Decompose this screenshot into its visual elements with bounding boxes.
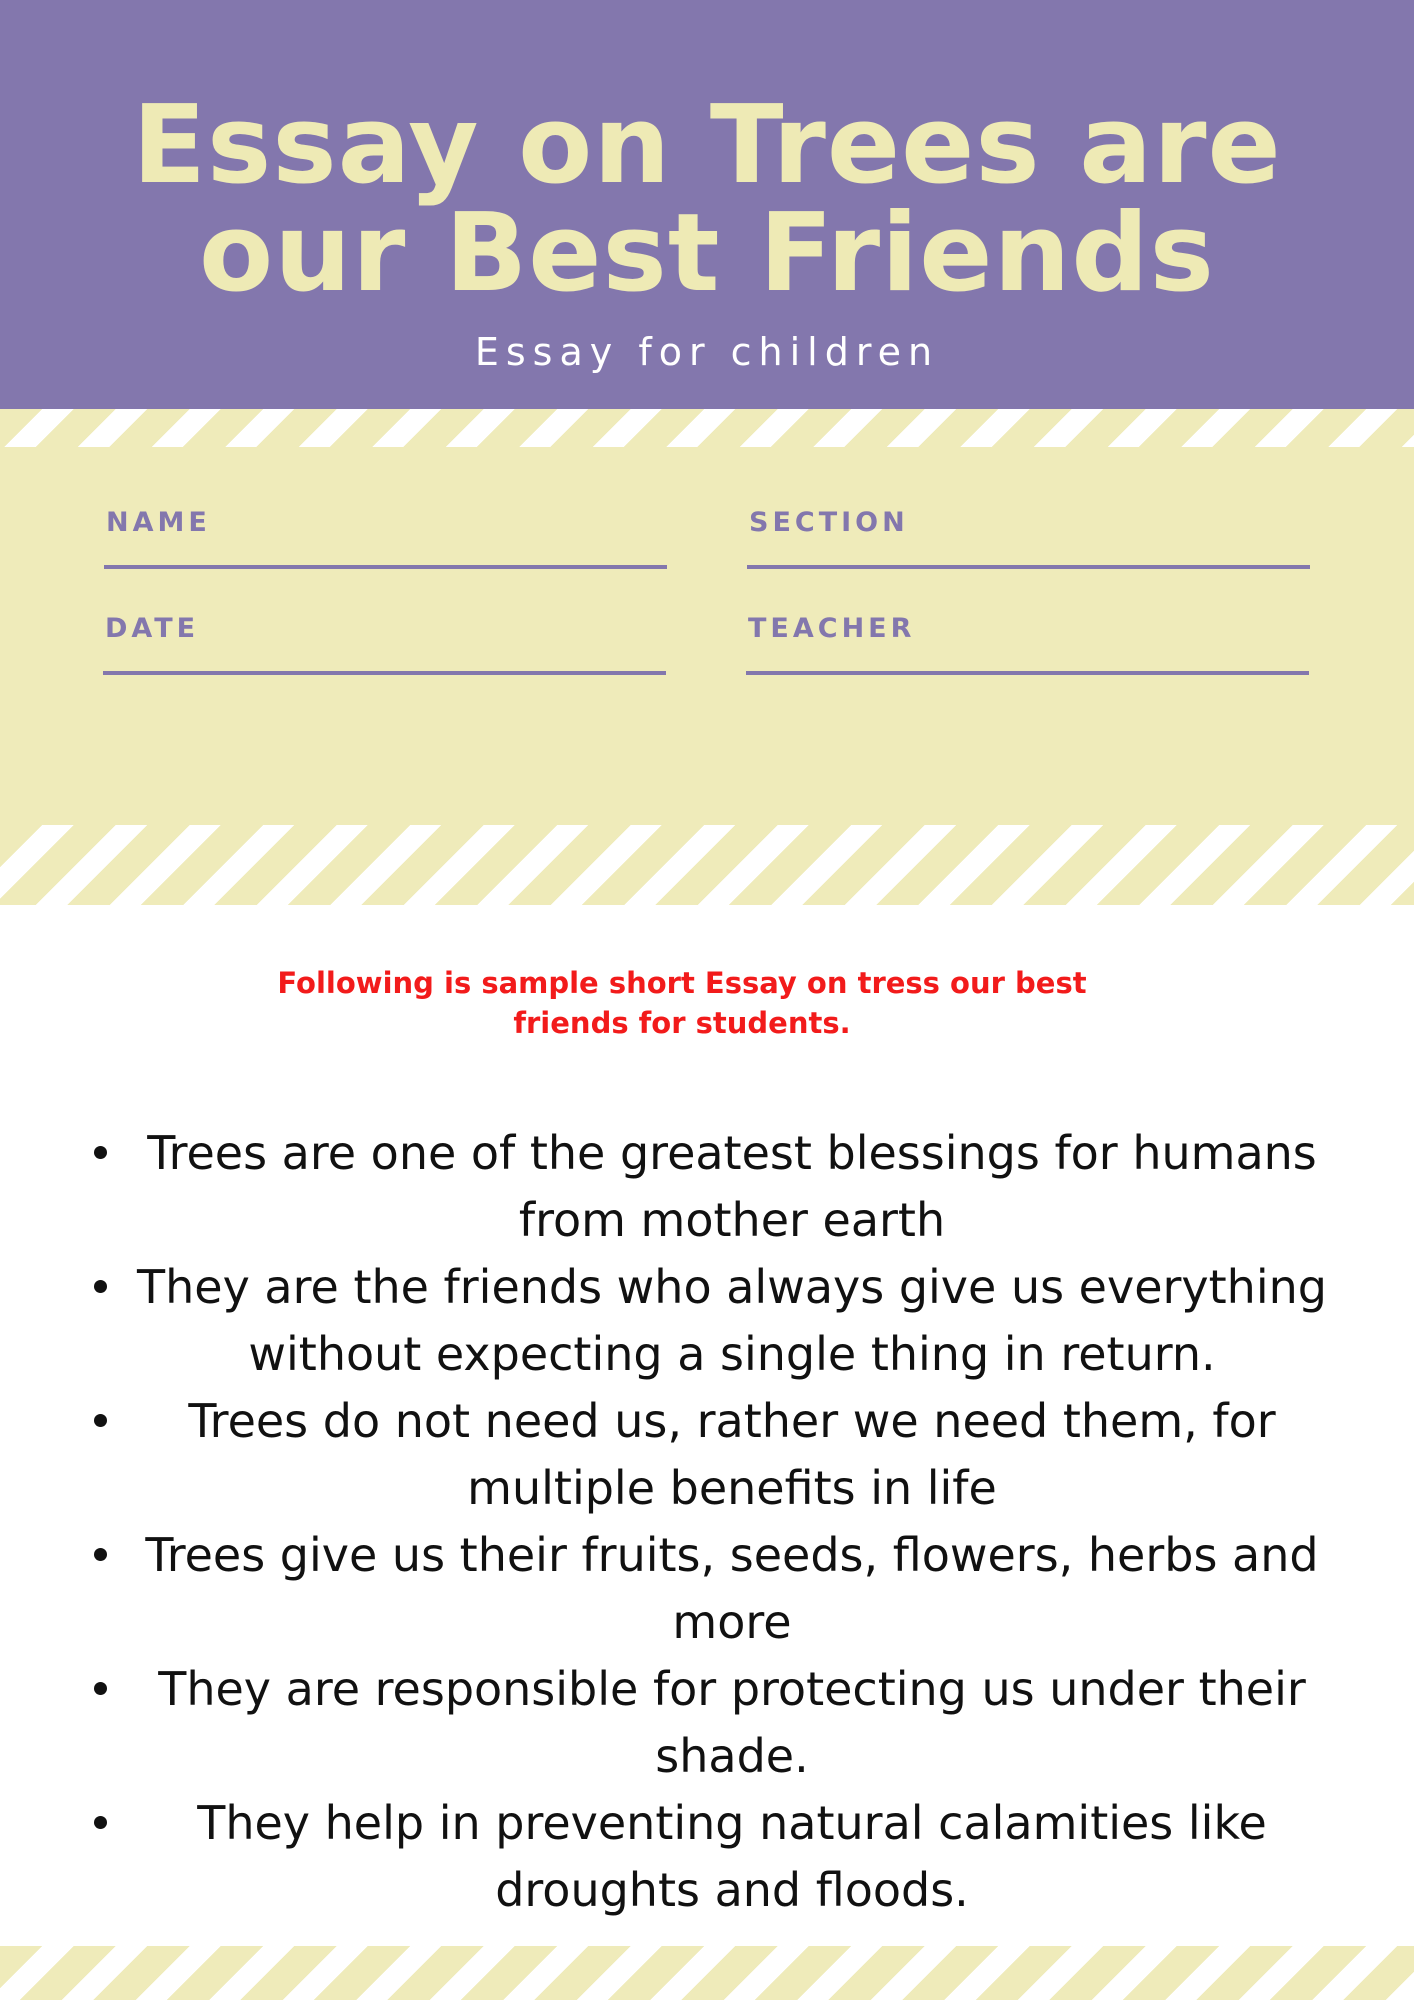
title-line-2: our Best Friends	[199, 191, 1215, 316]
bullet-dot-icon	[94, 1414, 107, 1427]
list-item	[80, 1254, 1330, 1388]
teacher-field[interactable]	[746, 613, 1309, 675]
intro-line-1: Following is sample short Essay on tress our best	[277, 966, 1087, 1000]
bullet-dot-icon	[94, 1682, 107, 1695]
date-field[interactable]	[103, 613, 666, 675]
list-item	[80, 1790, 1330, 1924]
point-text: Trees do not need us, rather we need them, for multiple benefits in life	[188, 1394, 1276, 1515]
name-field[interactable]	[104, 507, 667, 569]
name-label: NAME	[106, 507, 211, 538]
stripe-band-bottom	[0, 1946, 1414, 2000]
list-item	[80, 1656, 1330, 1790]
subtitle: Essay for children	[474, 330, 940, 374]
section-field[interactable]	[747, 507, 1310, 569]
page-title	[0, 83, 1414, 316]
list-item	[80, 1120, 1330, 1254]
stripe-band-top	[0, 409, 1414, 447]
bullet-dot-icon	[94, 1146, 107, 1159]
intro-text	[232, 963, 1132, 1043]
list-item	[80, 1388, 1330, 1522]
point-text: Trees give us their fruits, seeds, flowers, herbs and more	[145, 1528, 1319, 1649]
point-text: They are responsible for protecting us under their shade.	[158, 1662, 1306, 1783]
title-line-1: Essay on Trees are	[132, 83, 1282, 208]
point-text: They are the friends who always give us everything without expecting a single thing in return.	[137, 1260, 1327, 1381]
bullet-dot-icon	[94, 1548, 107, 1561]
header-banner	[0, 0, 1414, 409]
teacher-label: TEACHER	[748, 613, 916, 644]
bullet-dot-icon	[94, 1280, 107, 1293]
point-text: Trees are one of the greatest blessings for humans from mother earth	[147, 1126, 1317, 1247]
stripe-band-middle	[0, 825, 1414, 905]
list-item	[80, 1522, 1330, 1656]
point-text: They help in preventing natural calamities like droughts and floods.	[197, 1796, 1267, 1917]
bullet-dot-icon	[94, 1816, 107, 1829]
intro-line-2: friends for students.	[513, 1006, 851, 1040]
section-label: SECTION	[749, 507, 909, 538]
essay-points-list	[80, 1120, 1330, 1924]
date-label: DATE	[105, 613, 200, 644]
